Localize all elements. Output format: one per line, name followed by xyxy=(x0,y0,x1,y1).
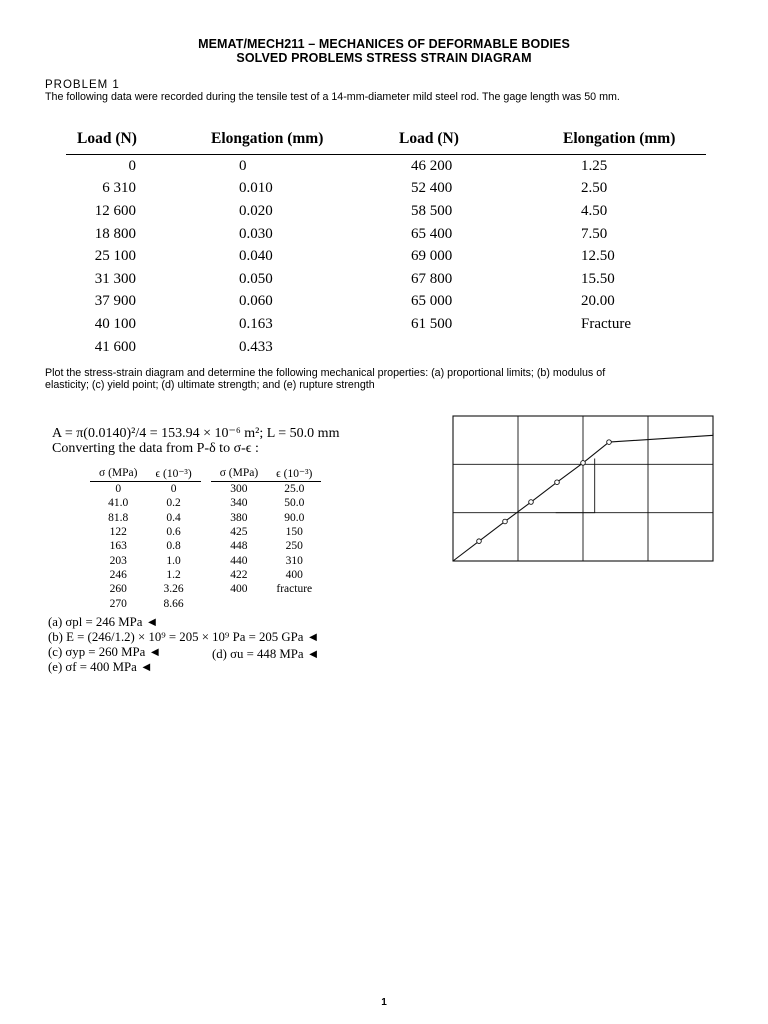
table-row xyxy=(66,155,706,178)
conv-cell: 260 xyxy=(109,583,127,596)
conv-header-stress-1: σ (MPa) xyxy=(90,466,146,482)
conv-cell: 440 xyxy=(230,554,248,567)
conv-cell: 0 xyxy=(115,483,122,496)
problem-instructions-2: elasticity; (c) yield point; (d) ultimate strength; and (e) rupture strength xyxy=(45,379,375,391)
table-cell: 0 xyxy=(239,157,247,174)
load-elongation-table xyxy=(66,124,706,358)
table-cell: 67 800 xyxy=(411,270,453,287)
conv-cell: 50.0 xyxy=(284,497,305,510)
table-cell: 58 500 xyxy=(411,202,453,219)
conv-cell: 246 xyxy=(109,568,127,581)
table-cell: 2.50 xyxy=(581,180,608,197)
table-cell: 69 000 xyxy=(411,248,453,265)
table-cell: 0.163 xyxy=(239,315,273,332)
conv-cell: 41.0 xyxy=(108,497,129,510)
conv-cell xyxy=(267,596,321,610)
table-cell: Fracture xyxy=(581,315,631,332)
conv-cell: 25.0 xyxy=(284,483,305,496)
table-cell: 52 400 xyxy=(411,180,453,197)
table-cell: 31 300 xyxy=(94,270,136,287)
stress-strain-table xyxy=(90,466,321,611)
problem-label: PROBLEM 1 xyxy=(45,79,120,91)
conv-cell: 1.2 xyxy=(166,568,181,581)
table-cell: 12.50 xyxy=(581,248,615,265)
conv-row xyxy=(90,539,321,553)
conv-cell: 380 xyxy=(230,511,248,524)
conv-cell: 3.26 xyxy=(163,583,184,596)
conv-row xyxy=(90,568,321,582)
stress-strain-chart-full xyxy=(400,588,716,758)
conv-cell: fracture xyxy=(276,583,313,596)
conv-cell: 0.2 xyxy=(166,497,181,510)
table-cell: 0.050 xyxy=(239,270,273,287)
conv-cell: 425 xyxy=(230,526,248,539)
table-cell: 65 000 xyxy=(411,293,453,310)
table-cell: 0 xyxy=(128,157,136,174)
conv-cell: 310 xyxy=(285,554,303,567)
conv-cell: 250 xyxy=(285,540,303,553)
table-cell: 37 900 xyxy=(94,293,136,310)
stress-strain-chart-elastic xyxy=(400,406,716,586)
result-ultimate-strength: (d) σu = 448 MPa ◄ xyxy=(212,647,320,661)
problem-instructions-1: Plot the stress-strain diagram and determine the following mechanical properties: (a) proportional limits; (b) modulus of xyxy=(45,367,606,379)
table-row xyxy=(66,200,706,223)
table-cell: 0.030 xyxy=(239,225,273,242)
table-cell: 0.060 xyxy=(239,293,273,310)
header-load-1: Load (N) xyxy=(66,124,171,155)
area-calculation: A = π(0.0140)²/4 = 153.94 × 10⁻⁶ m²; L = 50.0 mm xyxy=(52,426,340,441)
conv-row xyxy=(90,496,321,510)
conv-cell: 270 xyxy=(109,597,127,610)
table-cell: 46 200 xyxy=(411,157,453,174)
conv-cell: 81.8 xyxy=(108,511,129,524)
conv-row xyxy=(90,482,321,497)
conv-cell: 163 xyxy=(109,540,127,553)
table-cell: 6 310 xyxy=(102,180,136,197)
conv-header-strain-1: ϵ (10⁻³) xyxy=(146,466,200,482)
table-row xyxy=(66,178,706,201)
table-cell: 61 500 xyxy=(411,315,453,332)
table-row xyxy=(66,223,706,246)
header-elongation-2: Elongation (mm) xyxy=(521,124,706,155)
table-row xyxy=(66,245,706,268)
header-load-2: Load (N) xyxy=(389,124,521,155)
conv-cell: 448 xyxy=(230,540,248,553)
conv-cell: 0 xyxy=(170,483,177,496)
table-cell: 18 800 xyxy=(94,225,136,242)
page-number: 1 xyxy=(381,997,387,1008)
table-cell: 7.50 xyxy=(581,225,608,242)
result-rupture-strength: (e) σf = 400 MPa ◄ xyxy=(48,660,153,674)
conv-cell: 400 xyxy=(285,568,303,581)
table-cell: 12 600 xyxy=(94,202,136,219)
data-point xyxy=(555,480,560,485)
header-elongation-1: Elongation (mm) xyxy=(171,124,389,155)
result-proportional-limit: (a) σpl = 246 MPa ◄ xyxy=(48,615,159,629)
table-cell: 15.50 xyxy=(581,270,615,287)
data-point xyxy=(581,461,586,466)
conv-header-stress-2: σ (MPa) xyxy=(211,466,267,482)
table-cell: 0.010 xyxy=(239,180,273,197)
conv-cell: 122 xyxy=(109,526,127,539)
conv-cell: 300 xyxy=(230,483,248,496)
table-cell: 1.25 xyxy=(581,157,608,174)
data-point xyxy=(529,500,534,505)
conv-cell: 90.0 xyxy=(284,511,305,524)
table-cell: 41 600 xyxy=(94,338,136,355)
result-yield-point: (c) σyp = 260 MPa ◄ xyxy=(48,645,162,659)
conv-cell: 1.0 xyxy=(166,554,181,567)
data-point xyxy=(503,519,508,524)
data-point xyxy=(607,440,612,445)
problem-intro: The following data were recorded during the tensile test of a 14-mm-diameter mild steel rod. The gage length was 50 mm. xyxy=(45,91,620,103)
table-row xyxy=(66,313,706,336)
conv-row xyxy=(90,596,321,610)
conv-row xyxy=(90,553,321,567)
table-row xyxy=(66,268,706,291)
conv-cell: 422 xyxy=(230,568,248,581)
conv-cell: 203 xyxy=(109,554,127,567)
conv-cell: 400 xyxy=(230,583,248,596)
conv-row xyxy=(90,525,321,539)
conv-row xyxy=(90,511,321,525)
conversion-text: Converting the data from P-δ to σ-ϵ : xyxy=(52,441,259,456)
table-cell: 65 400 xyxy=(411,225,453,242)
table-row xyxy=(66,336,706,359)
data-point xyxy=(477,539,482,544)
conv-cell: 150 xyxy=(285,526,303,539)
table-cell: 20.00 xyxy=(581,293,615,310)
table-cell: 40 100 xyxy=(94,315,136,332)
conv-cell: 0.4 xyxy=(166,511,181,524)
conv-header-strain-2: ϵ (10⁻³) xyxy=(267,466,321,482)
slope-triangle xyxy=(556,459,595,513)
table-cell: 4.50 xyxy=(581,202,608,219)
conv-row xyxy=(90,582,321,596)
table-cell: 0.040 xyxy=(239,248,273,265)
table-cell: 25 100 xyxy=(94,248,136,265)
doc-title-line2: SOLVED PROBLEMS STRESS STRAIN DIAGRAM xyxy=(236,51,532,65)
doc-title-line1: MEMAT/MECH211 – MECHANICES OF DEFORMABLE BODIES xyxy=(198,37,570,51)
conv-cell xyxy=(211,596,267,610)
conv-cell: 8.66 xyxy=(163,597,184,610)
table-cell xyxy=(521,336,706,359)
conv-cell: 340 xyxy=(230,497,248,510)
table-cell xyxy=(389,336,521,359)
conv-cell: 0.8 xyxy=(166,540,181,553)
table-cell: 0.020 xyxy=(239,202,273,219)
result-modulus: (b) E = (246/1.2) × 10⁹ = 205 × 10⁹ Pa = 205 GPa ◄ xyxy=(48,630,320,644)
conv-cell: 0.6 xyxy=(166,526,181,539)
table-cell: 0.433 xyxy=(239,338,273,355)
table-row xyxy=(66,291,706,314)
